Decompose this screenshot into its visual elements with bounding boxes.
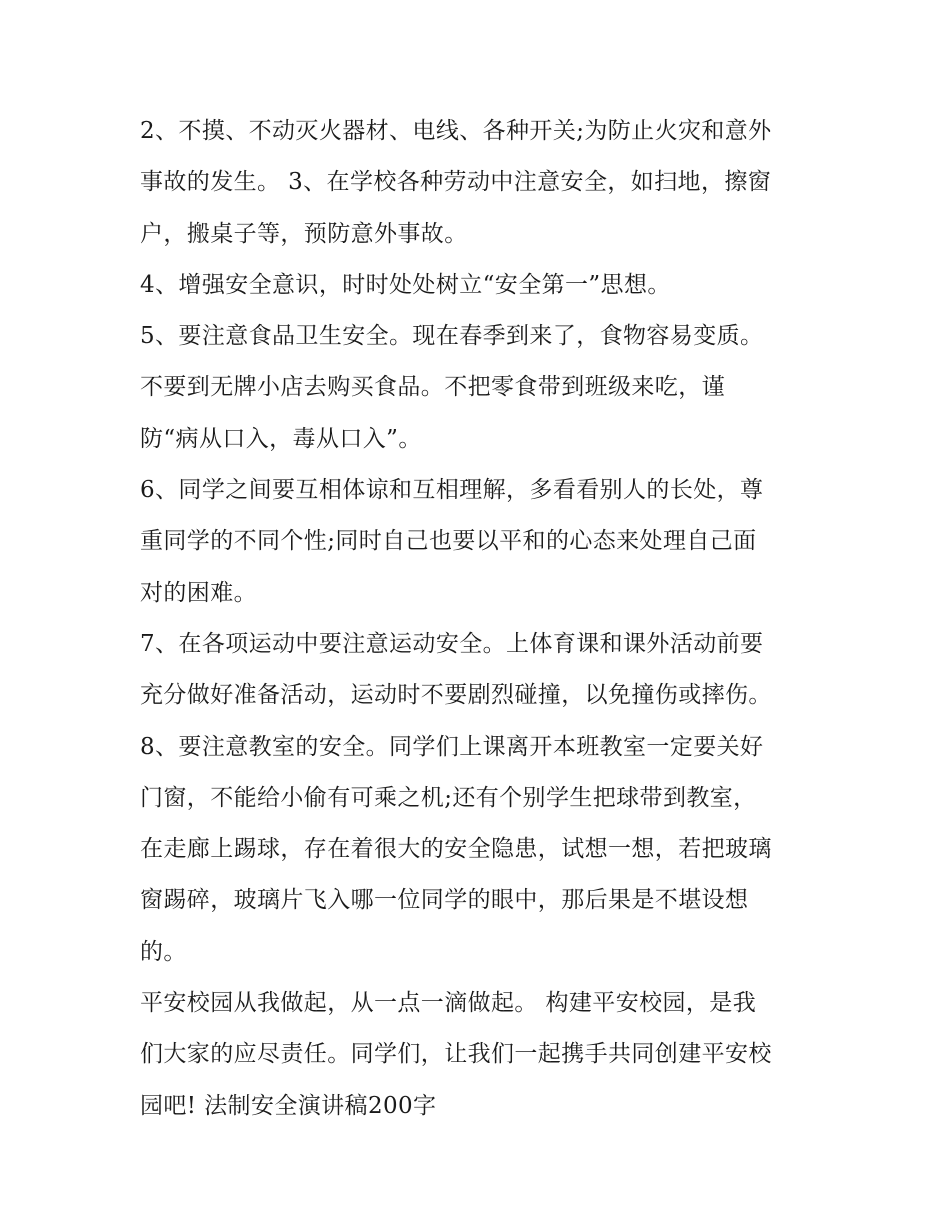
text-line: 户，搬桌子等，预防意外事故。 <box>140 220 468 247</box>
text-line: 在走廊上踢球，存在着很大的安全隐患，试想一想，若把玻璃 <box>140 836 772 863</box>
text-line: 园吧! 法制安全演讲稿200字 <box>140 1092 437 1119</box>
text-line: 6、同学之间要互相体谅和互相理解，多看看别人的长处，尊 <box>140 477 764 504</box>
text-line: 5、要注意食品卫生安全。现在春季到来了，食物容易变质。 <box>140 323 764 350</box>
text-line: 重同学的不同个性;同时自己也要以平和的心态来处理自己面 <box>140 528 757 555</box>
text-line: 4、增强安全意识，时时处处树立“安全第一”思想。 <box>140 271 671 298</box>
text-line: 事故的发生。 3、在学校各种劳动中注意安全，如扫地，擦窗 <box>140 169 772 196</box>
document-body <box>140 106 830 1132</box>
text-line: 的。 <box>140 938 187 965</box>
text-line: 2、不摸、不动灭火器材、电线、各种开关;为防止火灾和意外 <box>140 118 772 144</box>
text-line: 对的困难。 <box>140 579 257 606</box>
text-line: 充分做好准备活动，运动时不要剧烈碰撞，以免撞伤或摔伤。 <box>140 682 772 709</box>
text-line: 8、要注意教室的安全。同学们上课离开本班教室一定要关好 <box>140 733 764 760</box>
text-line: 平安校园从我做起，从一点一滴做起。 构建平安校园，是我 <box>140 990 757 1017</box>
text-line: 不要到无牌小店去购买食品。不把零食带到班级来吃，谨 <box>140 374 725 401</box>
text-line: 防“病从口入，毒从口入”。 <box>140 425 422 452</box>
text-line: 7、在各项运动中要注意运动安全。上体育课和课外活动前要 <box>140 630 764 657</box>
text-line: 门窗，不能给小偷有可乘之机;还有个别学生把球带到教室， <box>140 784 757 811</box>
text-line: 窗踢碎，玻璃片飞入哪一位同学的眼中，那后果是不堪设想 <box>140 887 749 914</box>
text-line: 们大家的应尽责任。同学们，让我们一起携手共同创建平安校 <box>140 1041 772 1068</box>
